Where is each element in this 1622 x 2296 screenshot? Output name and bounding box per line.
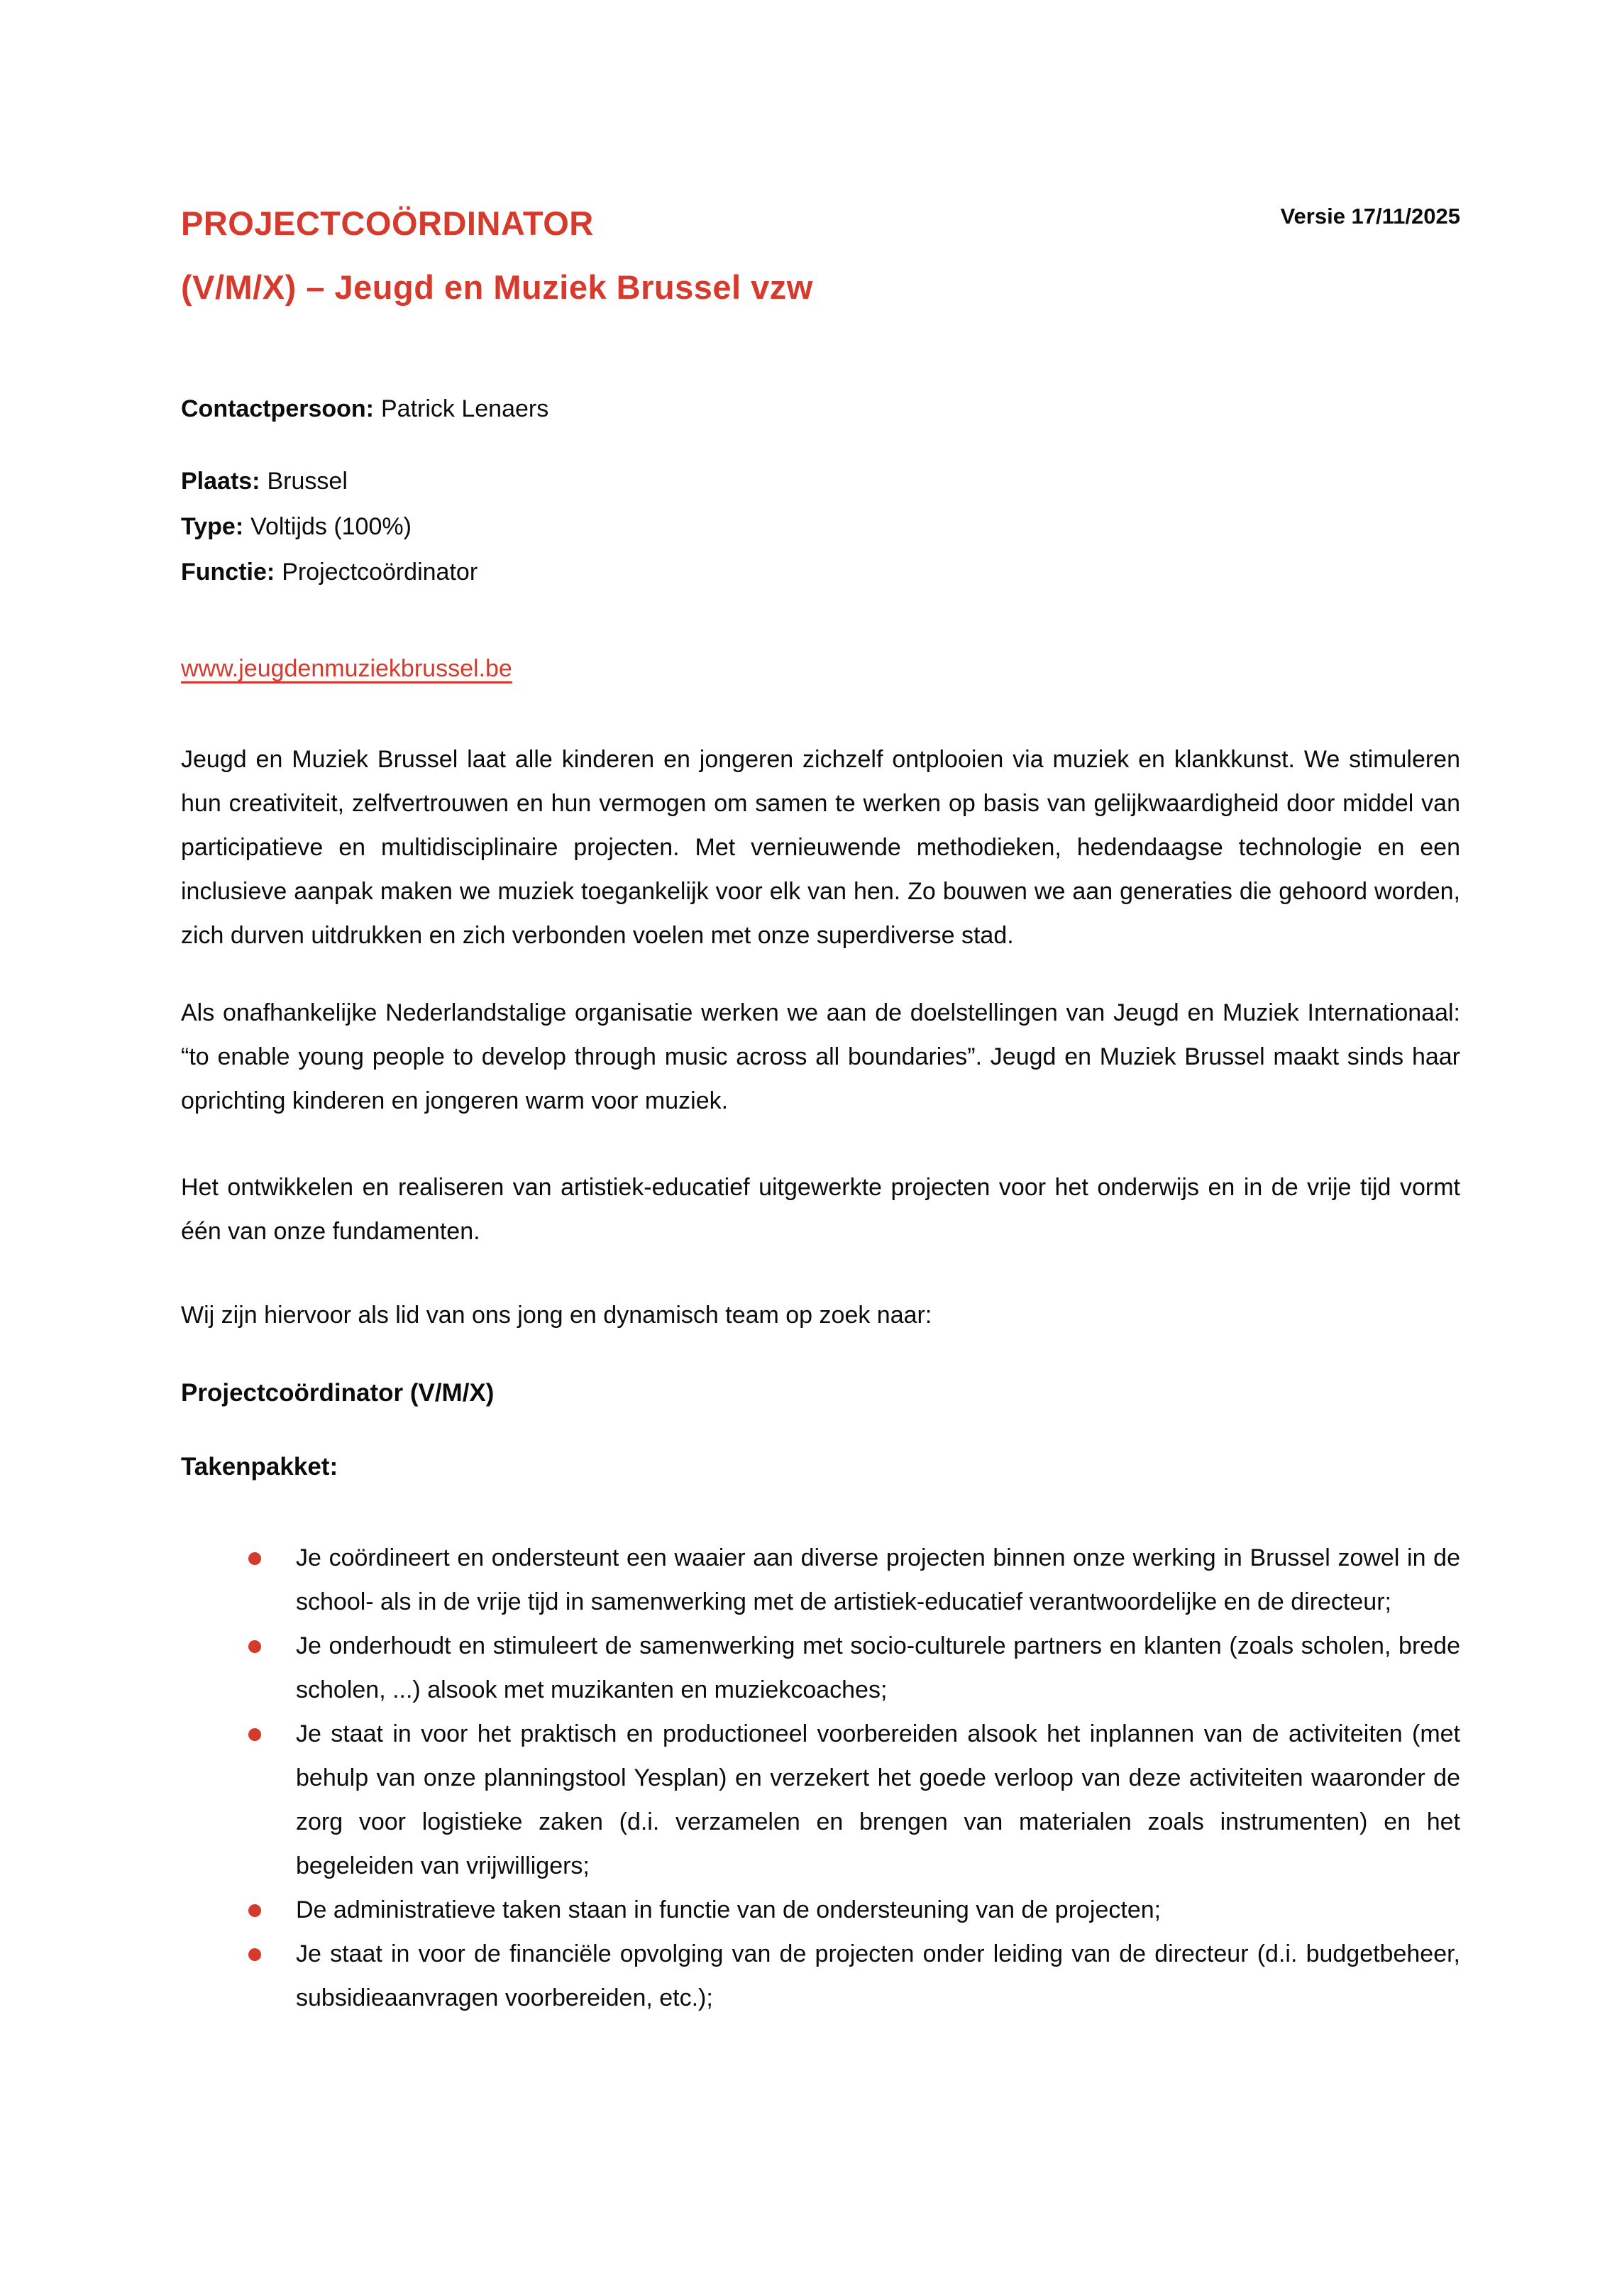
task-text: Je onderhoudt en stimuleert de samenwerking met socio-culturele partners en klanten (zoals scholen, brede scholen, ...) alsook met muzikanten en muziekcoaches; — [296, 1632, 1460, 1703]
task-text: De administratieve taken staan in functie van de ondersteuning van de projecten; — [296, 1896, 1162, 1923]
contact-person-value: Patrick Lenaers — [381, 395, 549, 422]
bullet-icon — [248, 1904, 261, 1917]
page-title-line1: PROJECTCOÖRDINATOR — [181, 204, 594, 242]
job-meta-function — [181, 549, 1460, 595]
contact-person-label: Contactpersoon: — [181, 395, 374, 422]
intro-paragraph: Jeugd en Muziek Brussel laat alle kinderen en jongeren zichzelf ontplooien via muziek en klankkunst. We stimuleren hun creativiteit, zelfvertrouwen en hun vermogen om samen te werken op basis van gelijkwaardigheid door middel van participatieve en multidisciplinaire projecten. Met vernieuwende methodieken, hedendaagse technologie en een inclusieve aanpak maken we muziek toegankelijk voor elk van hen. Zo bouwen we aan generaties die gehoord worden, zich durven uitdrukken en zich verbonden voelen met onze superdiverse stad. — [181, 746, 1460, 949]
tasks-heading: Takenpakket: — [181, 1453, 338, 1481]
task-text: Je staat in voor het praktisch en productioneel voorbereiden alsook het inplannen van de activiteiten (met behulp van onze planningstool Yesplan) en verzekert het goede verloop van deze activiteiten waaronder de zorg voor logistieke zaken (d.i. verzamelen en brengen van materialen zoals instrumenten) en het begeleiden van vrijwilligers; — [296, 1720, 1460, 1879]
bullet-icon — [248, 1948, 261, 1961]
page-title — [181, 192, 813, 319]
type-value: Voltijds (100%) — [250, 513, 412, 540]
task-item — [181, 1536, 1460, 1624]
task-item — [181, 1932, 1460, 2020]
document-header — [181, 192, 1460, 319]
website-link-line — [181, 647, 1460, 691]
job-meta-block — [181, 458, 1460, 595]
job-meta-type — [181, 504, 1460, 549]
role-heading: Projectcoördinator (V/M/X) — [181, 1379, 495, 1407]
organisation-paragraph: Als onafhankelijke Nederlandstalige organisatie werken we aan de doelstellingen van Jeugd en Muziek Internationaal: “to enable young people to develop through music across all boundaries”. Jeugd en Muziek Brussel maakt sinds haar oprichting kinderen en jongeren warm voor muziek. — [181, 999, 1460, 1114]
function-label: Functie: — [181, 559, 275, 586]
function-value: Projectcoördinator — [282, 559, 478, 586]
bullet-icon — [248, 1640, 261, 1653]
mission-paragraph: Het ontwikkelen en realiseren van artistiek-educatief uitgewerkte projecten voor het onderwijs en in de vrije tijd vormt één van onze fundamenten. — [181, 1174, 1460, 1245]
type-label: Type: — [181, 513, 244, 540]
bullet-icon — [248, 1552, 261, 1565]
place-label: Plaats: — [181, 468, 260, 495]
job-meta-place — [181, 458, 1460, 504]
page-title-line2: (V/M/X) – Jeugd en Muziek Brussel vzw — [181, 268, 813, 306]
bullet-icon — [248, 1728, 261, 1741]
task-item — [181, 1888, 1460, 1932]
version-label: Versie 17/11/2025 — [1280, 204, 1460, 229]
task-text: Je coördineert en ondersteunt een waaier aan diverse projecten binnen onze werking in Brussel zowel in de school- als in de vrije tijd in samenwerking met de artistiek-educatief verantwoordelijke en de directeur; — [296, 1544, 1460, 1615]
task-text: Je staat in voor de financiële opvolging van de projecten onder leiding van de directeur (d.i. budgetbeheer, subsidieaanvragen voorbereiden, etc.); — [296, 1940, 1460, 2011]
task-list — [181, 1536, 1460, 2020]
search-intro-line: Wij zijn hiervoor als lid van ons jong en dynamisch team op zoek naar: — [181, 1302, 932, 1329]
website-link[interactable]: www.jeugdenmuziekbrussel.be — [181, 655, 512, 682]
place-value: Brussel — [267, 468, 348, 495]
task-item — [181, 1624, 1460, 1712]
contact-person-line — [181, 387, 1460, 431]
task-item — [181, 1712, 1460, 1888]
